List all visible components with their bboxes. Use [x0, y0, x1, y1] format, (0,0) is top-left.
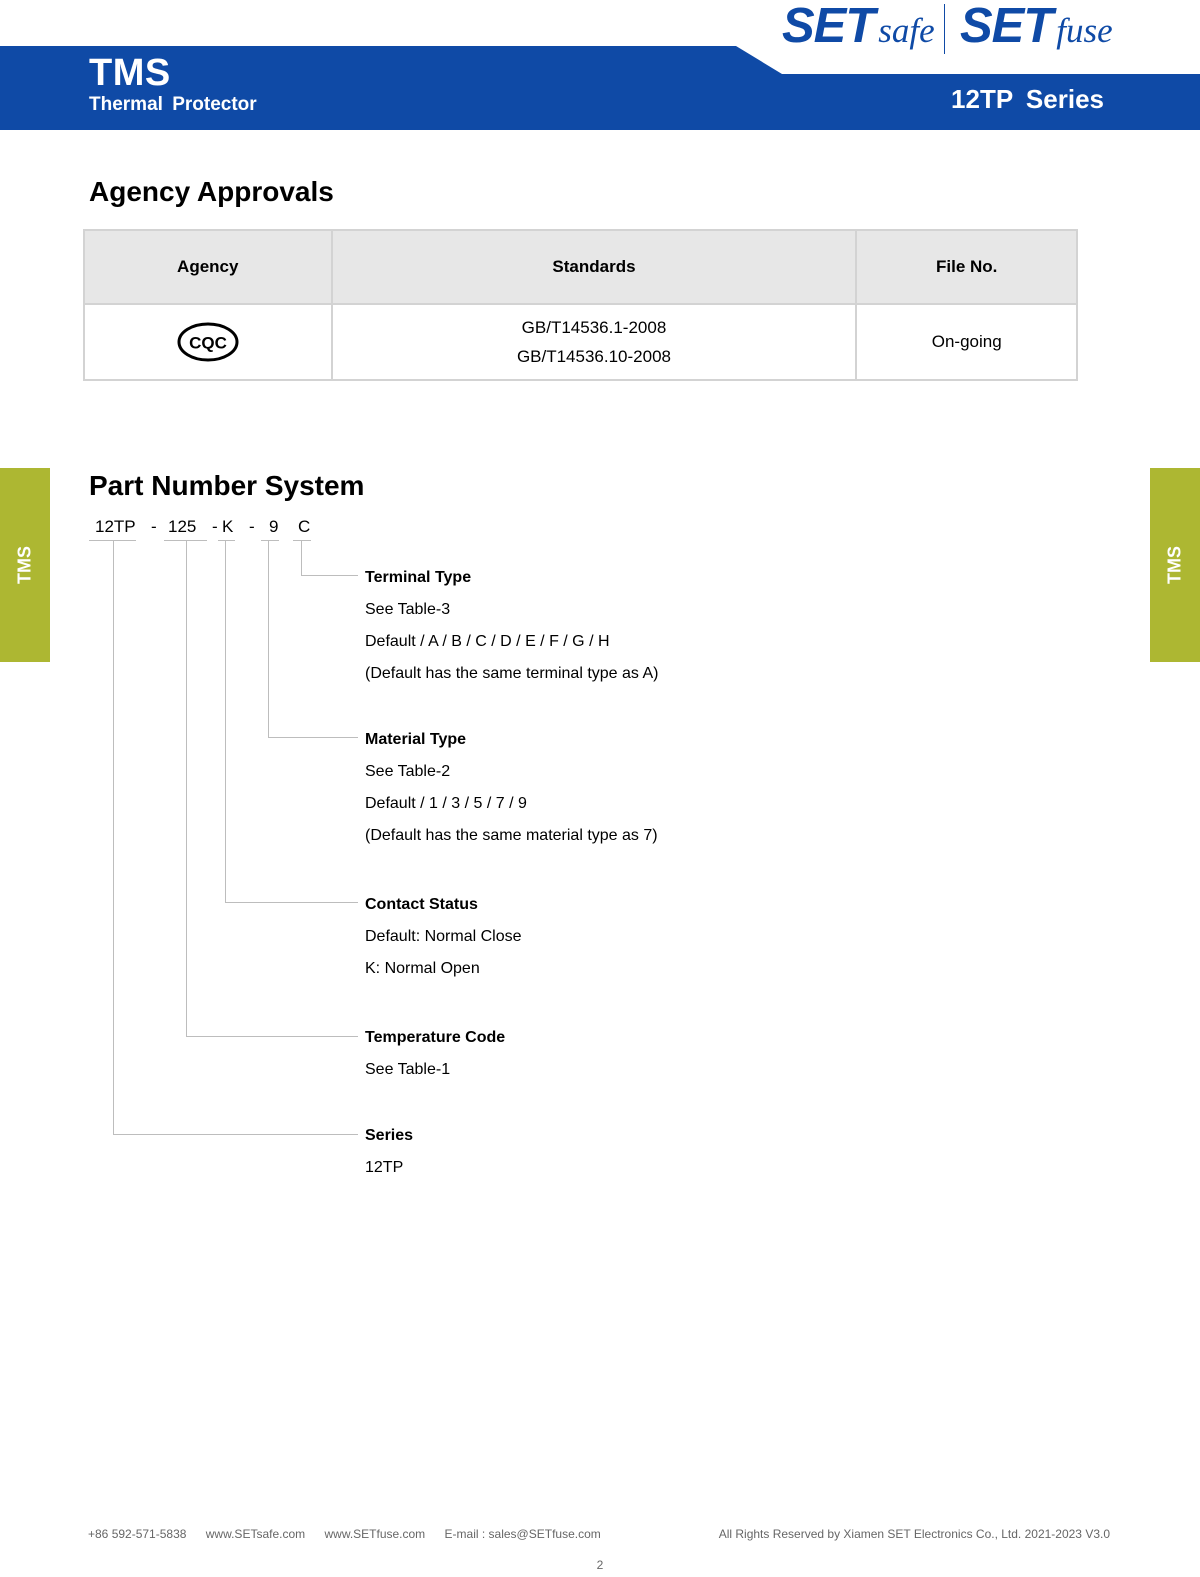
connector-terminal-horizontal [301, 575, 358, 576]
pn-underline [293, 540, 311, 541]
field-line: Default: Normal Close [365, 928, 522, 945]
pn-dash: - [249, 517, 255, 536]
footer-email[interactable]: E-mail : sales@SETfuse.com [444, 1527, 601, 1541]
connector-terminal-vertical [301, 540, 302, 575]
field-title: Terminal Type [365, 569, 472, 586]
connector-contact-horizontal [225, 902, 358, 903]
side-tab-left-label: TMS [14, 546, 35, 584]
connector-series-vertical [113, 540, 114, 1134]
pn-segment-contact: K [222, 517, 234, 536]
field-temperature-code [365, 1022, 505, 1086]
setsafe-logo[interactable] [782, 0, 935, 54]
setfuse-logo-main: SET [960, 0, 1053, 53]
setfuse-logo-sub: fuse [1056, 11, 1113, 50]
cqc-logo-text: CQC [188, 333, 227, 353]
setsafe-logo-sub: safe [878, 11, 935, 50]
connector-temperature-vertical [186, 540, 187, 1036]
header-series: 12TP Series [951, 84, 1104, 114]
field-title: Material Type [365, 731, 467, 748]
agency-cell [84, 304, 332, 380]
pn-segment-material: 9 [269, 517, 279, 536]
header-subtitle: Thermal Protector [89, 94, 257, 115]
side-tab-right-label: TMS [1164, 546, 1185, 584]
pn-segment-terminal: C [298, 517, 311, 536]
brand-divider [944, 4, 945, 54]
side-tab-right[interactable] [1150, 468, 1200, 662]
field-line: See Table-1 [365, 1061, 451, 1078]
cqc-logo [176, 321, 240, 363]
standard-line: GB/T14536.1-2008 [521, 318, 667, 337]
field-title: Series [365, 1127, 414, 1144]
field-line: K: Normal Open [365, 960, 480, 977]
pn-segment-temperature: 125 [168, 517, 197, 536]
footer-phone: +86 592-571-5838 [88, 1527, 187, 1541]
standard-line: GB/T14536.10-2008 [516, 347, 671, 366]
field-line: 12TP [365, 1159, 404, 1176]
pn-underline [218, 540, 235, 541]
field-line: Default / 1 / 3 / 5 / 7 / 9 [365, 795, 527, 812]
footer [88, 1527, 1110, 1541]
pn-underline [261, 540, 279, 541]
field-series [365, 1120, 413, 1184]
field-title: Contact Status [365, 896, 478, 913]
footer-link-setsafe[interactable]: www.SETsafe.com [205, 1527, 306, 1541]
column-header-agency: Agency [84, 230, 332, 304]
footer-copyright: All Rights Reserved by Xiamen SET Electronics Co., Ltd. 2021-2023 V3.0 [718, 1527, 1110, 1541]
agency-approvals-heading: Agency Approvals [89, 176, 334, 207]
column-header-file-no: File No. [856, 230, 1077, 304]
connector-contact-vertical [225, 540, 226, 902]
standards-cell [332, 304, 857, 380]
table-row [84, 304, 1077, 380]
side-tab-left[interactable] [0, 468, 50, 662]
field-line: Default / A / B / C / D / E / F / G / H [365, 633, 610, 650]
pn-segment-series: 12TP [95, 517, 136, 536]
connector-material-horizontal [268, 737, 358, 738]
page-number: 2 [596, 1558, 604, 1572]
field-contact-status [365, 889, 522, 985]
footer-link-setfuse[interactable]: www.SETfuse.com [324, 1527, 426, 1541]
connector-series-horizontal [113, 1134, 358, 1135]
agency-approvals-table [83, 229, 1078, 381]
table-header-row [84, 230, 1077, 304]
part-number-system-heading: Part Number System [89, 470, 365, 501]
field-line: (Default has the same terminal type as A) [365, 665, 659, 682]
connector-temperature-horizontal [186, 1036, 358, 1037]
column-header-standards: Standards [332, 230, 857, 304]
field-line: (Default has the same material type as 7) [365, 827, 658, 844]
field-line: See Table-3 [365, 601, 451, 618]
file-no-cell: On-going [856, 304, 1077, 380]
header-title: TMS [89, 52, 171, 94]
pn-dash: - [212, 517, 218, 536]
field-title: Temperature Code [365, 1029, 506, 1046]
field-line: See Table-2 [365, 763, 451, 780]
pn-dash: - [151, 517, 157, 536]
connector-material-vertical [268, 540, 269, 737]
setfuse-logo[interactable] [960, 0, 1113, 54]
setsafe-logo-main: SET [782, 0, 875, 53]
field-terminal-type [365, 562, 658, 690]
field-material-type [365, 724, 658, 852]
